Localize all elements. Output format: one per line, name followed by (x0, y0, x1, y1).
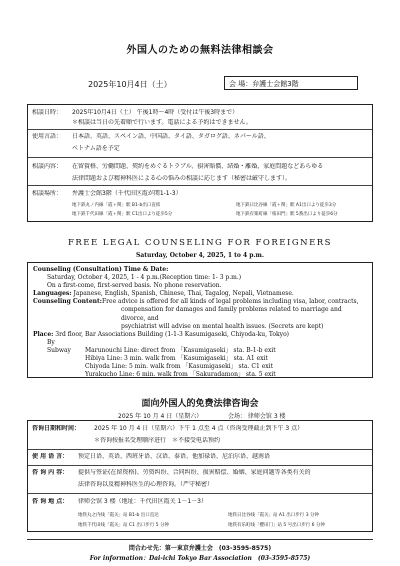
en-station: Marunouchi Line: direct from 「Kasumigaseki」 sta. B-1-b exit (85, 346, 276, 354)
jp-row-place (32, 190, 368, 198)
jp-row-text: ベトナム語を予定 (72, 145, 120, 152)
cn-date: 2025 年 10 月 4 日（星期六） (118, 413, 203, 420)
jp-row-time (32, 109, 368, 117)
en-content-label: Counseling Content: (33, 298, 102, 306)
cn-row-content (32, 469, 368, 477)
en-place-text: 3rd floor, Bar Associations Building (1-1-3 Kasumigaseki, Chiyoda-ku, Tokyo) (55, 330, 290, 338)
en-place-line (33, 331, 367, 339)
jp-row-label: 相談場所： (32, 190, 63, 197)
jp-row-text: 弁護士会館3階（千代田区霞が関1-1-3） (72, 190, 182, 197)
en-station-row (33, 339, 367, 355)
en-time-label: Counseling (Consultation) Time & Date: (33, 266, 169, 273)
en-lang-text: Japanese, English, Spanish, Chinese, Thai, Tagalog, Nepali, Vietnamese. (73, 290, 294, 298)
jp-row-label: 相談内容： (32, 163, 63, 170)
jp-divider (28, 185, 372, 186)
en-content-text-3: psychiatrist will advise on mental health issues. (Secrets are kept) (121, 322, 324, 330)
en-first-come: On a first-come, first-served basis. No phone reservation. (47, 282, 222, 290)
cn-access-item: 地铁日比谷线「霞关」站 A1 出口步行 3 分钟 (228, 513, 320, 518)
cn-row-note (32, 437, 368, 445)
cn-row-label: 咨询日期和时间： (32, 425, 81, 432)
jp-divider (28, 157, 372, 158)
cn-row-time (32, 425, 368, 433)
en-station: Yurakucho Line: 6 min. walk from 「Sakuradamon」 sta. 5 exit (85, 371, 276, 379)
en-title: FREE LEGAL COUNSELING FOR FOREIGNERS (67, 238, 333, 248)
cn-access-item: 地铁有乐町线「樱田门」站 5 号出口步行 6 分钟 (228, 523, 325, 528)
cn-row-text: 预定日语、英语、西班牙语、汉语、泰语、他加禄语、尼泊尔语、越南语 (78, 453, 271, 460)
jp-row-lang-2 (32, 145, 368, 153)
en-content-text: Free advice is offered for all kinds of legal problems including visa, labor, contracts, (101, 298, 359, 306)
jp-row-note (32, 119, 368, 127)
jp-row-label: 相談日時： (32, 109, 63, 116)
cn-divider (28, 465, 372, 466)
footer-contact-jp: 問合わせ先：第一東京弁護士会 (03-3595-8575) (128, 545, 272, 552)
cn-access-item: 地铁丸之内线「霞关」站 B1-b 出口直达 (78, 513, 159, 518)
cn-title: 面向外国人的免费法律咨询会 (141, 399, 259, 409)
cn-row-label: 使 用 语 言： (32, 453, 69, 460)
en-lang-label: Languages: (33, 290, 72, 298)
jp-venue-box: 会 場：弁護士会館3階 (224, 76, 358, 90)
en-place-label: Place: (33, 330, 54, 338)
cn-row-place (32, 498, 368, 506)
en-content-text-2: compensation for damages and family problems related to marriage and divorce, and (121, 306, 342, 322)
en-by-subway: By Subway (47, 338, 71, 354)
jp-access-item: 地下鉄日比谷線「霞ヶ関」駅 A1出口より徒歩3分 (236, 203, 337, 208)
jp-access-item: 地下鉄有楽町線「桜田門」駅 5番出口より徒歩6分 (236, 212, 338, 217)
cn-row-text: 法律咨询以及精神科医生的心理咨询。（严守秘密） (78, 481, 214, 488)
cn-row-content-2 (32, 481, 368, 489)
cn-row-text: ＊咨询按报名受理顺序进行 ＊不接受电话预约 (94, 437, 221, 444)
en-content-line (33, 298, 367, 306)
jp-access-item: 地下鉄千代田線「霞ヶ関」駅 C1出口より徒歩5分 (72, 212, 173, 217)
jp-row-text: 在留資格、労働問題、契約をめぐるトラブル、損害賠償、結婚・離婚、家庭問題などあらゆる (72, 163, 324, 170)
jp-row-lang (32, 133, 368, 141)
jp-row-label: 使用言語： (32, 133, 63, 140)
jp-title: 外国人のための無料法律相談会 (126, 45, 274, 56)
jp-info-box (27, 104, 373, 222)
jp-row-content (32, 163, 368, 171)
cn-row-text: 2025 年 10 月 4 日（星期六）下午 1 点至 4 点（咨询受理截止到下午 3 点） (94, 425, 304, 432)
cn-row-lang (32, 453, 368, 461)
footer-divider (27, 539, 373, 540)
jp-row-text: 2025年10月4日（土） 午後1時～4時（受付は午後3時まで） (72, 109, 239, 116)
cn-row-label: 咨 询 内 容： (32, 469, 69, 476)
jp-divider (28, 129, 372, 130)
jp-row-text: 日本語、英語、スペイン語、中国語、タイ語、タガログ語、ネパール語、 (72, 133, 270, 140)
en-station: Hibiya Line: 3 min. walk from 「Kasumigaseki」 sta. A1 exit (85, 355, 268, 363)
cn-row-text: 律师会馆 3 楼（地址：千代田区霞关 1－1－3） (78, 498, 207, 505)
jp-access-item: 地下鉄丸ノ内線「霞ヶ関」駅 B1-b出口直結 (72, 203, 161, 208)
en-lang-line (33, 290, 367, 298)
cn-row-text: 提供与签证(在留资格)、劳资纠纷、合同纠纷、损害赔偿、婚姻、家庭问题等各类有关的 (78, 469, 311, 476)
cn-row-label: 咨 询 地 点： (32, 498, 69, 505)
jp-row-text: ＊相談は当日の先着順で行います。電話による予約はできません。 (72, 119, 252, 126)
cn-venue: 会场： 律师会馆 3 楼 (228, 413, 286, 420)
en-station: Chiyoda Line: 5 min. walk from 「Kasumigaseki」 sta. C1 exit (85, 363, 274, 371)
jp-date: 2025年10月4日（土） (88, 80, 172, 89)
cn-access-item: 地铁千代田线「霞关」站 C1 出口步行 5 分钟 (78, 523, 170, 528)
en-subtitle: Saturday, October 4, 2025, 1 to 4 p.m. (136, 252, 264, 259)
jp-row-text: 法律問題および精神科医による心の悩みの相談に応じます（秘密は厳守します）。 (72, 175, 292, 182)
cn-divider (28, 449, 372, 450)
cn-info-box (27, 420, 373, 532)
jp-row-content-2 (32, 175, 368, 183)
en-info-box (27, 262, 373, 378)
footer-contact-en: For information：Dai-ichi Tokyo Bar Association (03-3595-8575) (89, 555, 311, 562)
en-time-text: Saturday, October 4, 2025, 1 - 4 p.m.(Reception time: 1- 3 p.m.) (47, 274, 242, 282)
cn-divider (28, 493, 372, 494)
